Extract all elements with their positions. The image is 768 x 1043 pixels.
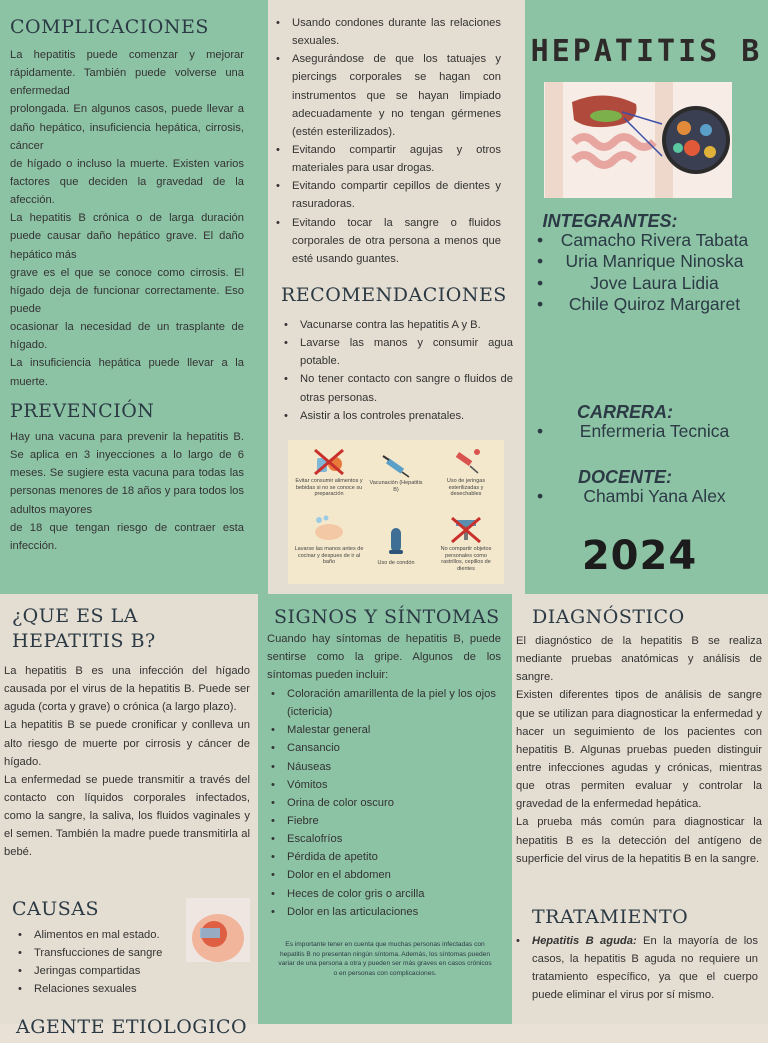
hand-wash-icon	[309, 514, 349, 544]
list-item: • Orina de color oscuro	[267, 794, 503, 812]
infographic-label: Uso de condón	[377, 560, 415, 566]
list-item: • Chambi Yana Alex	[525, 486, 768, 507]
list-item: • Malestar general	[267, 721, 503, 739]
list-item: • Alimentos en mal estado.	[14, 926, 194, 944]
prevencion-text	[10, 428, 244, 555]
paragraph: La hepatitis B crónica o de larga duración puede causar daño hepático grave. El daño hepático más	[10, 212, 244, 261]
panel-portada	[525, 0, 768, 594]
syringe-icon	[450, 446, 482, 476]
paragraph: La hepatitis puede comenzar y mejorar rápidamente. También puede volverse una enfermedad	[10, 49, 244, 98]
prevencion-title: PREVENCIÓN	[10, 400, 155, 422]
infographic-no-compartir	[434, 514, 498, 572]
paragraph: de hígado o incluso la muerte. Existen varios factores que deciden la gravedad de la afección.	[10, 157, 244, 207]
list-item: • Dolor en el abdomen	[267, 866, 503, 884]
list-item: • Chile Quiroz Margaret	[525, 294, 768, 315]
diagnostico-title: DIAGNÓSTICO	[532, 606, 685, 628]
sintomas-list	[267, 685, 503, 921]
paragraph: ocasionar la necesidad de un trasplante de hígado.	[10, 321, 244, 352]
infographic-label: Lavarse las manos antes de cocinar y despues de ir al baño	[294, 546, 364, 566]
list-item: • Cansancio	[267, 739, 503, 757]
panel-complicaciones	[0, 0, 268, 594]
list-item: • Enfermeria Tecnica	[525, 421, 768, 442]
list-item: • Dolor en las articulaciones	[267, 903, 503, 921]
infographic-label: Vacunación (Hepatitis B)	[369, 480, 423, 493]
docente-value: Chambi Yana Alex	[583, 486, 726, 506]
list-item: • Relaciones sexuales	[14, 980, 194, 998]
list-item: • Camacho Rivera Tabata	[525, 230, 768, 251]
paragraph: El diagnóstico de la hepatitis B se realiza mediante pruebas anatómicas y análisis de sangre.	[516, 635, 762, 684]
causas-list	[14, 926, 194, 999]
brochure-title: HEPATITIS B	[530, 34, 763, 69]
list-item: • Lavarse las manos y consumir agua potable.	[280, 334, 513, 370]
integrantes-label: INTEGRANTES:	[542, 211, 678, 231]
razor-crossed-icon	[446, 514, 486, 544]
condom-icon	[384, 526, 408, 558]
stomach-pain-icon	[186, 898, 250, 962]
complicaciones-title: COMPLICACIONES	[10, 16, 209, 38]
integrantes-list	[525, 230, 768, 315]
sintomas-title: SIGNOS Y SÍNTOMAS	[274, 606, 500, 628]
list-item: • Asegurándose de que los tatuajes y piercings corporales se hagan con instrumentos que se hayan limpiado adecuadamente y no tengan gérmenes (estén esterilizados).	[272, 50, 501, 141]
infographic-condon	[368, 526, 424, 567]
prevencion-list	[272, 14, 501, 268]
infographic-vacunacion	[368, 454, 424, 493]
prevention-infographic	[288, 440, 504, 584]
list-item: • Jeringas compartidas	[14, 962, 194, 980]
infographic-evitar	[294, 446, 364, 498]
liver-illustration	[544, 82, 732, 198]
paragraph: prolongada. En algunos casos, puede llevar a daño hepático, insuficiencia hepática, cirrosis, cáncer	[10, 103, 244, 152]
paragraph: de 18 que tengan riesgo de contraer esta infección.	[10, 521, 244, 552]
tratamiento-title: TRATAMIENTO	[532, 906, 689, 928]
list-item: • Evitando tocar la sangre o fluidos corporales de otra persona a menos que esté usando guantes.	[272, 214, 501, 268]
docente-list	[525, 486, 768, 507]
list-item: • Heces de color gris o arcilla	[267, 885, 503, 903]
list-item	[512, 932, 758, 1005]
panel-que-es	[0, 594, 258, 1038]
paragraph: Hay una vacuna para prevenir la hepatitis B. Se aplica en 3 inyecciones a lo largo de 6 meses. Se sugiere esta vacuna para todas las personas menores de 18 años y para todos los adultos mayores	[10, 431, 244, 516]
paragraph: grave es el que se conoce como cirrosis. El hígado deja de funcionar correctamente. Eso puede	[10, 266, 244, 315]
sintomas-note: Es importante tener en cuenta que muchas personas infectadas con hepatitis B no presentan ningún síntoma. Además, los síntomas pueden variar de una persona a otra y pueden ser más graves en casos crónicos o en personas con complicaciones.	[278, 941, 492, 977]
carrera-label: CARRERA:	[577, 402, 673, 422]
panel-sintomas	[258, 594, 512, 1024]
infographic-label: No compartir objetos personales como rastrillos, cepillos de dientes	[440, 546, 492, 572]
food-crossed-icon	[309, 446, 349, 476]
paragraph: La hepatitis B es una infección del hígado causada por el virus de la hepatitis B. Puede ser aguda (corta y grave) o crónica (a largo plazo).	[4, 665, 250, 714]
abdominal-pain-photo	[186, 898, 250, 962]
list-item: • Pérdida de apetito	[267, 848, 503, 866]
infographic-lavarse	[294, 514, 364, 566]
agente-title: AGENTE ETIOLOGICO	[16, 1016, 248, 1038]
paragraph: La enfermedad se puede transmitir a través del contacto con líquidos corporales infectados, como la sangre, la saliva, los fluidos vaginales y el semen. También la madre puede transmitirla al bebé.	[4, 773, 250, 859]
complicaciones-text	[10, 46, 244, 391]
list-item: • Vómitos	[267, 776, 503, 794]
que-es-text	[4, 662, 250, 862]
list-item: • Asistir a los controles prenatales.	[280, 407, 513, 425]
list-item: • Escalofríos	[267, 830, 503, 848]
member-name: Jove Laura Lidia	[590, 272, 719, 293]
panel-diagnostico	[512, 594, 768, 1024]
title-line: ¿QUE ES LA	[12, 605, 138, 627]
tratamiento-label: Hepatitis B aguda:	[532, 935, 637, 947]
list-item: • Jove Laura Lidia	[525, 273, 768, 294]
list-item: • No tener contacto con sangre o fluidos de otras personas.	[280, 370, 513, 406]
liver-virus-icon	[544, 82, 732, 198]
docente-label: DOCENTE:	[578, 467, 672, 487]
title-line: HEPATITIS B?	[12, 629, 156, 652]
recomendaciones-list	[280, 316, 513, 425]
paragraph: La prueba más común para diagnosticar la hepatitis B es la detección del antígeno de superficie del virus de la hepatitis B en la sangre.	[516, 816, 762, 865]
year: 2024	[581, 533, 698, 579]
carrera-list	[525, 421, 768, 442]
paragraph: La insuficiencia hepática puede llevar a la muerte.	[10, 357, 244, 388]
paragraph: La hepatitis B se puede cronificar y conlleva un alto riesgo de muerte por cirrosis y cáncer de hígado.	[4, 719, 250, 768]
tratamiento-text: En la mayoría de los casos, la hepatitis B aguda no requiere un tratamiento específico, ya que el cuerpo puede eliminar el virus por sí mismo.	[532, 935, 758, 1002]
member-name: Chile Quiroz Margaret	[568, 294, 741, 315]
list-item: • Náuseas	[267, 758, 503, 776]
list-item: • Evitando compartir cepillos de dientes y rasuradoras.	[272, 177, 501, 213]
carrera-value: Enfermeria Tecnica	[579, 421, 730, 441]
sintomas-intro: Cuando hay síntomas de hepatitis B, puede sentirse como la gripe. Algunos de los síntomas pueden incluir:	[267, 633, 501, 682]
causas-title: CAUSAS	[12, 898, 100, 920]
list-item: • Fiebre	[267, 812, 503, 830]
member-name: Uria Manrique Ninoska	[565, 251, 744, 272]
infographic-label: Uso de jeringas esterilizadas y desechables	[446, 478, 486, 498]
diagnostico-text	[516, 632, 762, 868]
list-item: • Usando condones durante las relaciones sexuales.	[272, 14, 501, 50]
list-item: • Uria Manrique Ninoska	[525, 251, 768, 272]
que-es-title	[12, 604, 156, 653]
list-item: • Evitando compartir agujas y otros materiales para usar drogas.	[272, 141, 501, 177]
infographic-label: Evitar consumir alimentos y bebidas si no se conoce su preparación	[295, 478, 363, 498]
member-name: Camacho Rivera Tabata	[560, 230, 749, 250]
paragraph: Existen diferentes tipos de análisis de sangre que se utilizan para diagnosticar la enfermedad y hacer un seguimiento de los pacientes con hepatitis B. Algunas pruebas pueden distinguir entre infecciones agudas y crónicas, mientras que otras permiten evaluar y controlar la gravedad de la enfermedad hepática.	[516, 689, 762, 811]
list-item: • Coloración amarillenta de la piel y los ojos (ictericia)	[267, 685, 503, 721]
vaccine-icon	[380, 454, 412, 478]
recomendaciones-title: RECOMENDACIONES	[281, 284, 507, 306]
list-item: • Transfucciones de sangre	[14, 944, 194, 962]
list-item: • Vacunarse contra las hepatitis A y B.	[280, 316, 513, 334]
infographic-jeringas	[434, 446, 498, 498]
tratamiento-list	[512, 932, 758, 1005]
